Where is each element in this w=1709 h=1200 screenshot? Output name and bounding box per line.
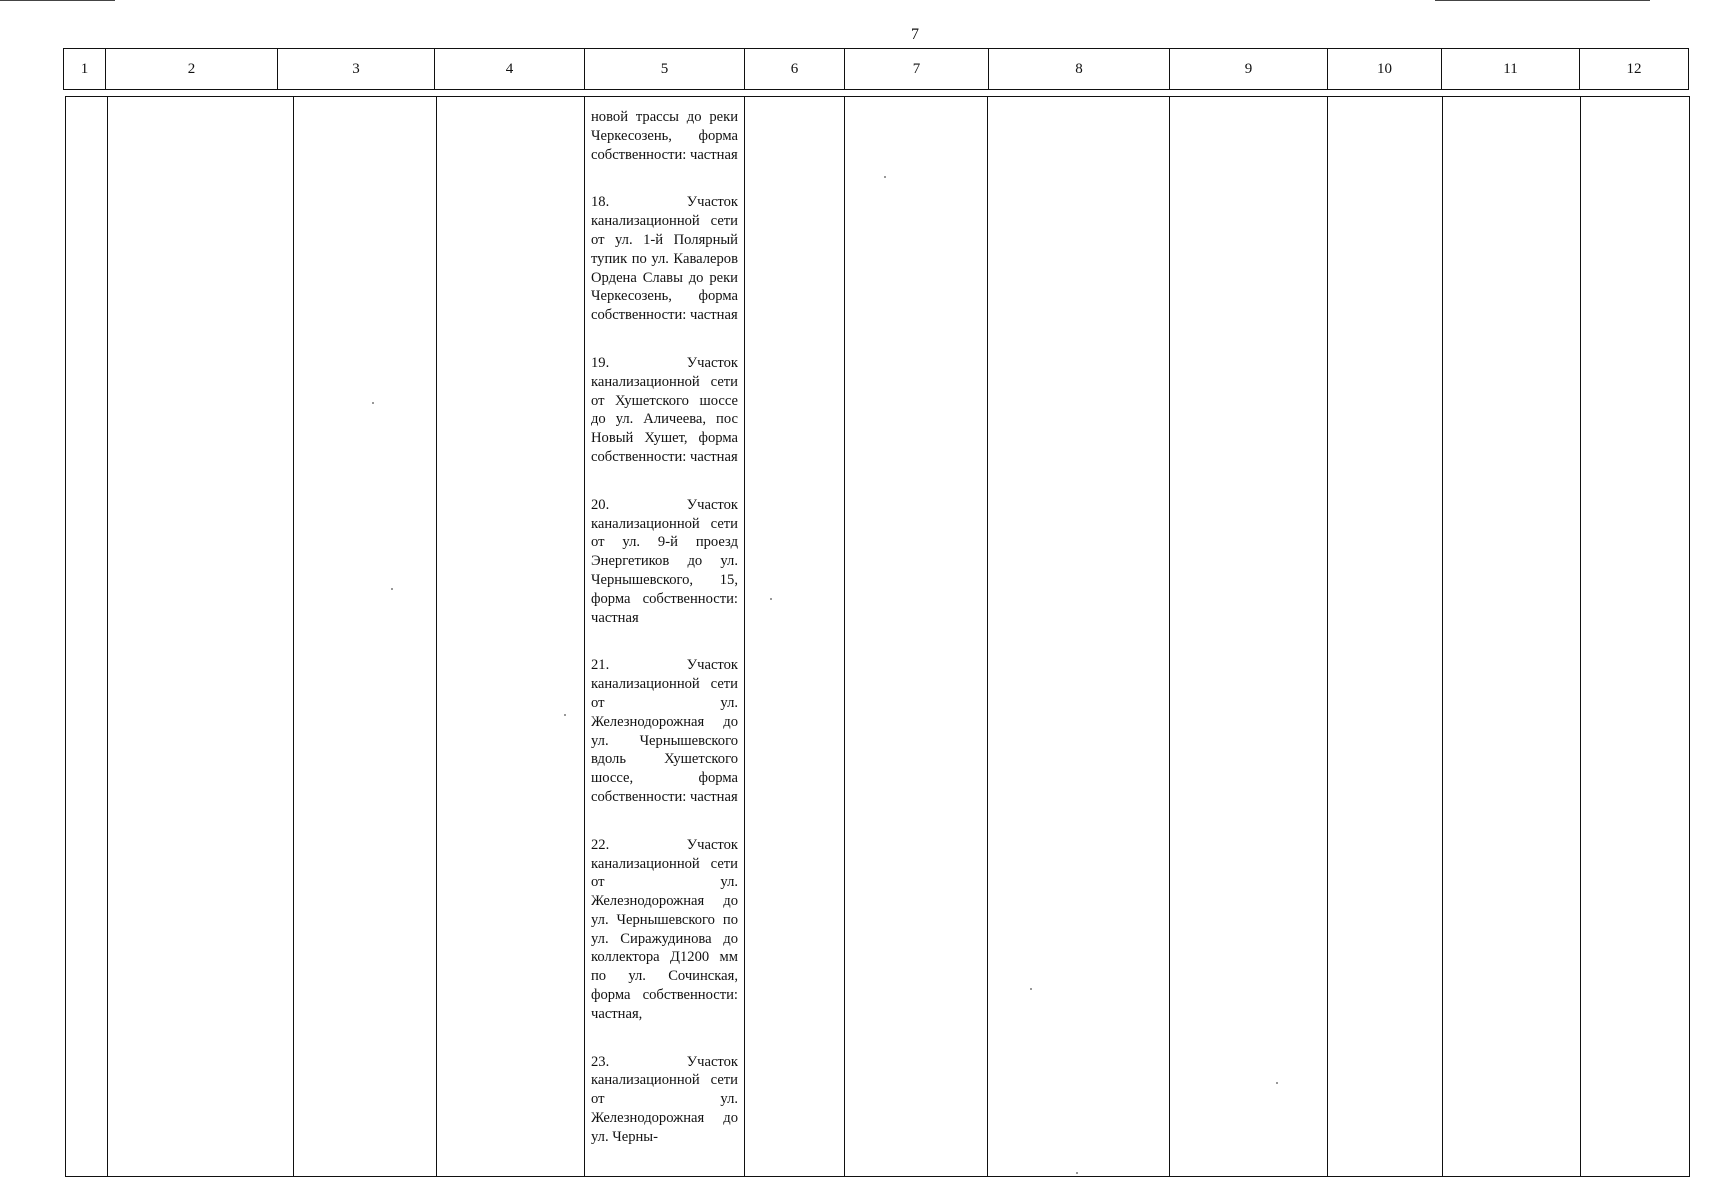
scan-speck	[1030, 988, 1032, 990]
table-cell-col12	[1581, 97, 1690, 1177]
list-item: 21. Участок канализационной сети от ул. Железнодорожная до ул. Чернышевского вдоль Хушетского шоссе, форма собственности: частная	[591, 657, 738, 805]
column-number: 6	[745, 49, 845, 90]
column-number: 11	[1442, 49, 1580, 90]
object-description-list	[585, 97, 744, 1147]
column-number: 8	[989, 49, 1170, 90]
scan-speck	[372, 402, 374, 404]
scan-speck	[1276, 1082, 1278, 1084]
list-item: 18. Участок канализационной сети от ул. 1-й Полярный тупик по ул. Кавалеров Ордена Славы до реки Черкесозень, форма собственности: частная	[591, 194, 738, 324]
table-cell-col10	[1328, 97, 1443, 1177]
table-cell-col6	[745, 97, 845, 1177]
list-item: 23. Участок канализационной сети от ул. Железнодорожная до ул. Черны-	[591, 1053, 738, 1145]
table-cell-col1	[66, 97, 108, 1177]
table-cell-col8	[988, 97, 1170, 1177]
column-number: 4	[435, 49, 585, 90]
table-cell-col3	[294, 97, 437, 1177]
column-number: 3	[278, 49, 435, 90]
registry-table-body	[65, 96, 1690, 1177]
scan-edge-line	[1435, 0, 1650, 1]
column-number: 1	[64, 49, 106, 90]
scan-speck	[884, 176, 886, 178]
list-item: 22. Участок канализационной сети от ул. Железнодорожная до ул. Чернышевского по ул. Сиражудинова до коллектора Д1200 мм по ул. Сочинская, форма собственности: частная,	[591, 836, 738, 1022]
scan-speck	[1076, 1172, 1078, 1174]
scan-speck	[391, 588, 393, 590]
table-cell-col9	[1170, 97, 1328, 1177]
table-cell-col11	[1443, 97, 1581, 1177]
column-number: 5	[585, 49, 745, 90]
table-cell-col2	[108, 97, 294, 1177]
scan-edge-line	[0, 0, 115, 1]
scan-speck	[564, 714, 566, 716]
column-number: 2	[106, 49, 278, 90]
list-item: 19. Участок канализационной сети от Хушетского шоссе до ул. Аличеева, пос Новый Хушет, форма собственности: частная	[591, 354, 738, 465]
column-number: 12	[1580, 49, 1689, 90]
list-item: 20. Участок канализационной сети от ул. 9-й проезд Энергетиков до ул. Чернышевского, 15, форма собственности: частная	[591, 496, 738, 626]
table-cell-col5	[585, 97, 745, 1177]
table-cell-col4	[437, 97, 585, 1177]
scan-speck	[770, 598, 772, 600]
column-number: 7	[845, 49, 989, 90]
column-number: 9	[1170, 49, 1328, 90]
list-item: новой трассы до реки Черкесозень, форма собственности: частная	[591, 109, 738, 163]
table-cell-col7	[845, 97, 988, 1177]
page-number: 7	[911, 26, 919, 43]
column-number-header	[63, 48, 1689, 90]
column-number: 10	[1328, 49, 1442, 90]
